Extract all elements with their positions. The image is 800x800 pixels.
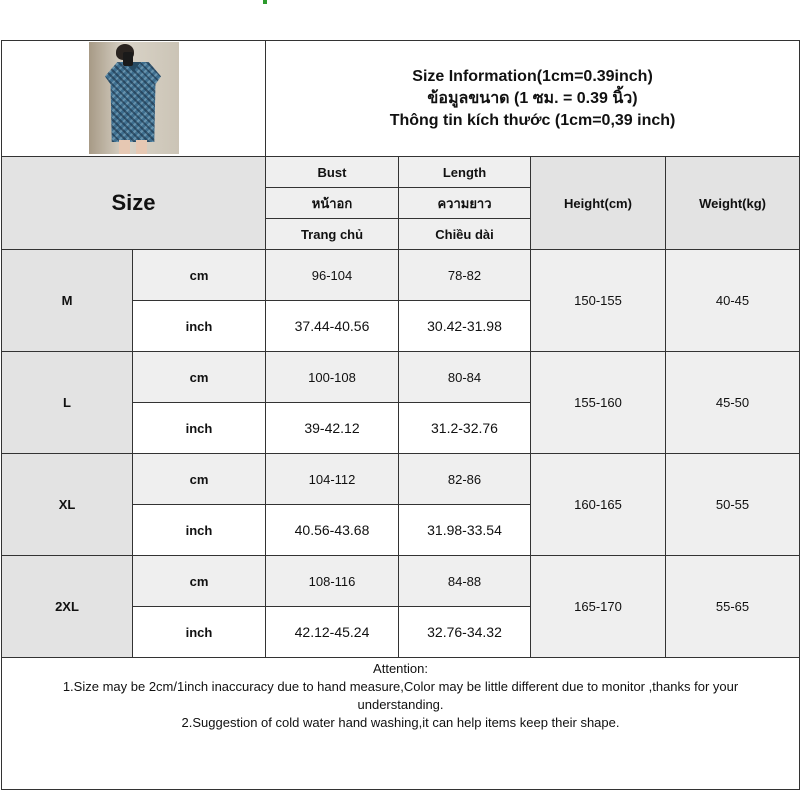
unit-inch: inch xyxy=(133,403,266,454)
bust-inch-value: 39-42.12 xyxy=(266,403,399,454)
weight-value: 50-55 xyxy=(666,454,800,556)
dress-icon xyxy=(105,62,161,142)
weight-header: Weight(kg) xyxy=(666,157,800,250)
weight-value: 40-45 xyxy=(666,250,800,352)
table-row xyxy=(2,352,800,403)
size-label-l: L xyxy=(2,352,133,454)
size-label-xl: XL xyxy=(2,454,133,556)
unit-cm: cm xyxy=(133,352,266,403)
attention-note-2: 2.Suggestion of cold water hand washing,it can help items keep their shape. xyxy=(181,715,620,730)
unit-inch: inch xyxy=(133,505,266,556)
product-photo-cell xyxy=(2,41,266,157)
weight-value: 45-50 xyxy=(666,352,800,454)
bust-cm-value: 100-108 xyxy=(266,352,399,403)
header-line-en: Size Information(1cm=0.39inch) xyxy=(412,67,653,85)
product-photo xyxy=(89,42,179,154)
corner-marker xyxy=(263,0,267,4)
bust-header-en: Bust xyxy=(266,157,399,188)
length-cm-value: 78-82 xyxy=(399,250,531,301)
length-cm-value: 80-84 xyxy=(399,352,531,403)
length-inch-value: 30.42-31.98 xyxy=(399,301,531,352)
length-header-en: Length xyxy=(399,157,531,188)
length-cm-value: 84-88 xyxy=(399,556,531,607)
length-header-vi: Chiều dài xyxy=(399,219,531,250)
height-header: Height(cm) xyxy=(531,157,666,250)
attention-title: Attention: xyxy=(373,661,428,676)
table-row xyxy=(2,250,800,301)
size-chart xyxy=(1,40,799,799)
bust-cm-value: 96-104 xyxy=(266,250,399,301)
height-value: 165-170 xyxy=(531,556,666,658)
unit-inch: inch xyxy=(133,607,266,658)
header-line-th: ข้อมูลขนาด (1 ซม. = 0.39 นิ้ว) xyxy=(427,89,638,107)
unit-cm: cm xyxy=(133,250,266,301)
length-cm-value: 82-86 xyxy=(399,454,531,505)
table-row xyxy=(2,556,800,607)
unit-cm: cm xyxy=(133,556,266,607)
size-table xyxy=(1,40,800,790)
size-heading: Size xyxy=(2,157,266,250)
height-value: 155-160 xyxy=(531,352,666,454)
unit-cm: cm xyxy=(133,454,266,505)
unit-inch: inch xyxy=(133,301,266,352)
length-inch-value: 32.76-34.32 xyxy=(399,607,531,658)
phone-icon xyxy=(123,52,133,66)
bust-header-vi: Trang chủ xyxy=(266,219,399,250)
attention-notes xyxy=(2,658,800,790)
length-inch-value: 31.2-32.76 xyxy=(399,403,531,454)
size-info-header xyxy=(266,41,800,157)
height-value: 150-155 xyxy=(531,250,666,352)
bust-cm-value: 104-112 xyxy=(266,454,399,505)
header-line-vi: Thông tin kích thước (1cm=0,39 inch) xyxy=(389,111,676,129)
bust-inch-value: 40.56-43.68 xyxy=(266,505,399,556)
bust-inch-value: 37.44-40.56 xyxy=(266,301,399,352)
length-inch-value: 31.98-33.54 xyxy=(399,505,531,556)
bust-inch-value: 42.12-45.24 xyxy=(266,607,399,658)
size-label-2xl: 2XL xyxy=(2,556,133,658)
bust-cm-value: 108-116 xyxy=(266,556,399,607)
table-row xyxy=(2,454,800,505)
size-label-m: M xyxy=(2,250,133,352)
height-value: 160-165 xyxy=(531,454,666,556)
length-header-th: ความยาว xyxy=(399,188,531,219)
bust-header-th: หน้าอก xyxy=(266,188,399,219)
weight-value: 55-65 xyxy=(666,556,800,658)
attention-note-1: 1.Size may be 2cm/1inch inaccuracy due to hand measure,Color may be little different due to monitor ,thanks for your understanding. xyxy=(62,679,739,712)
